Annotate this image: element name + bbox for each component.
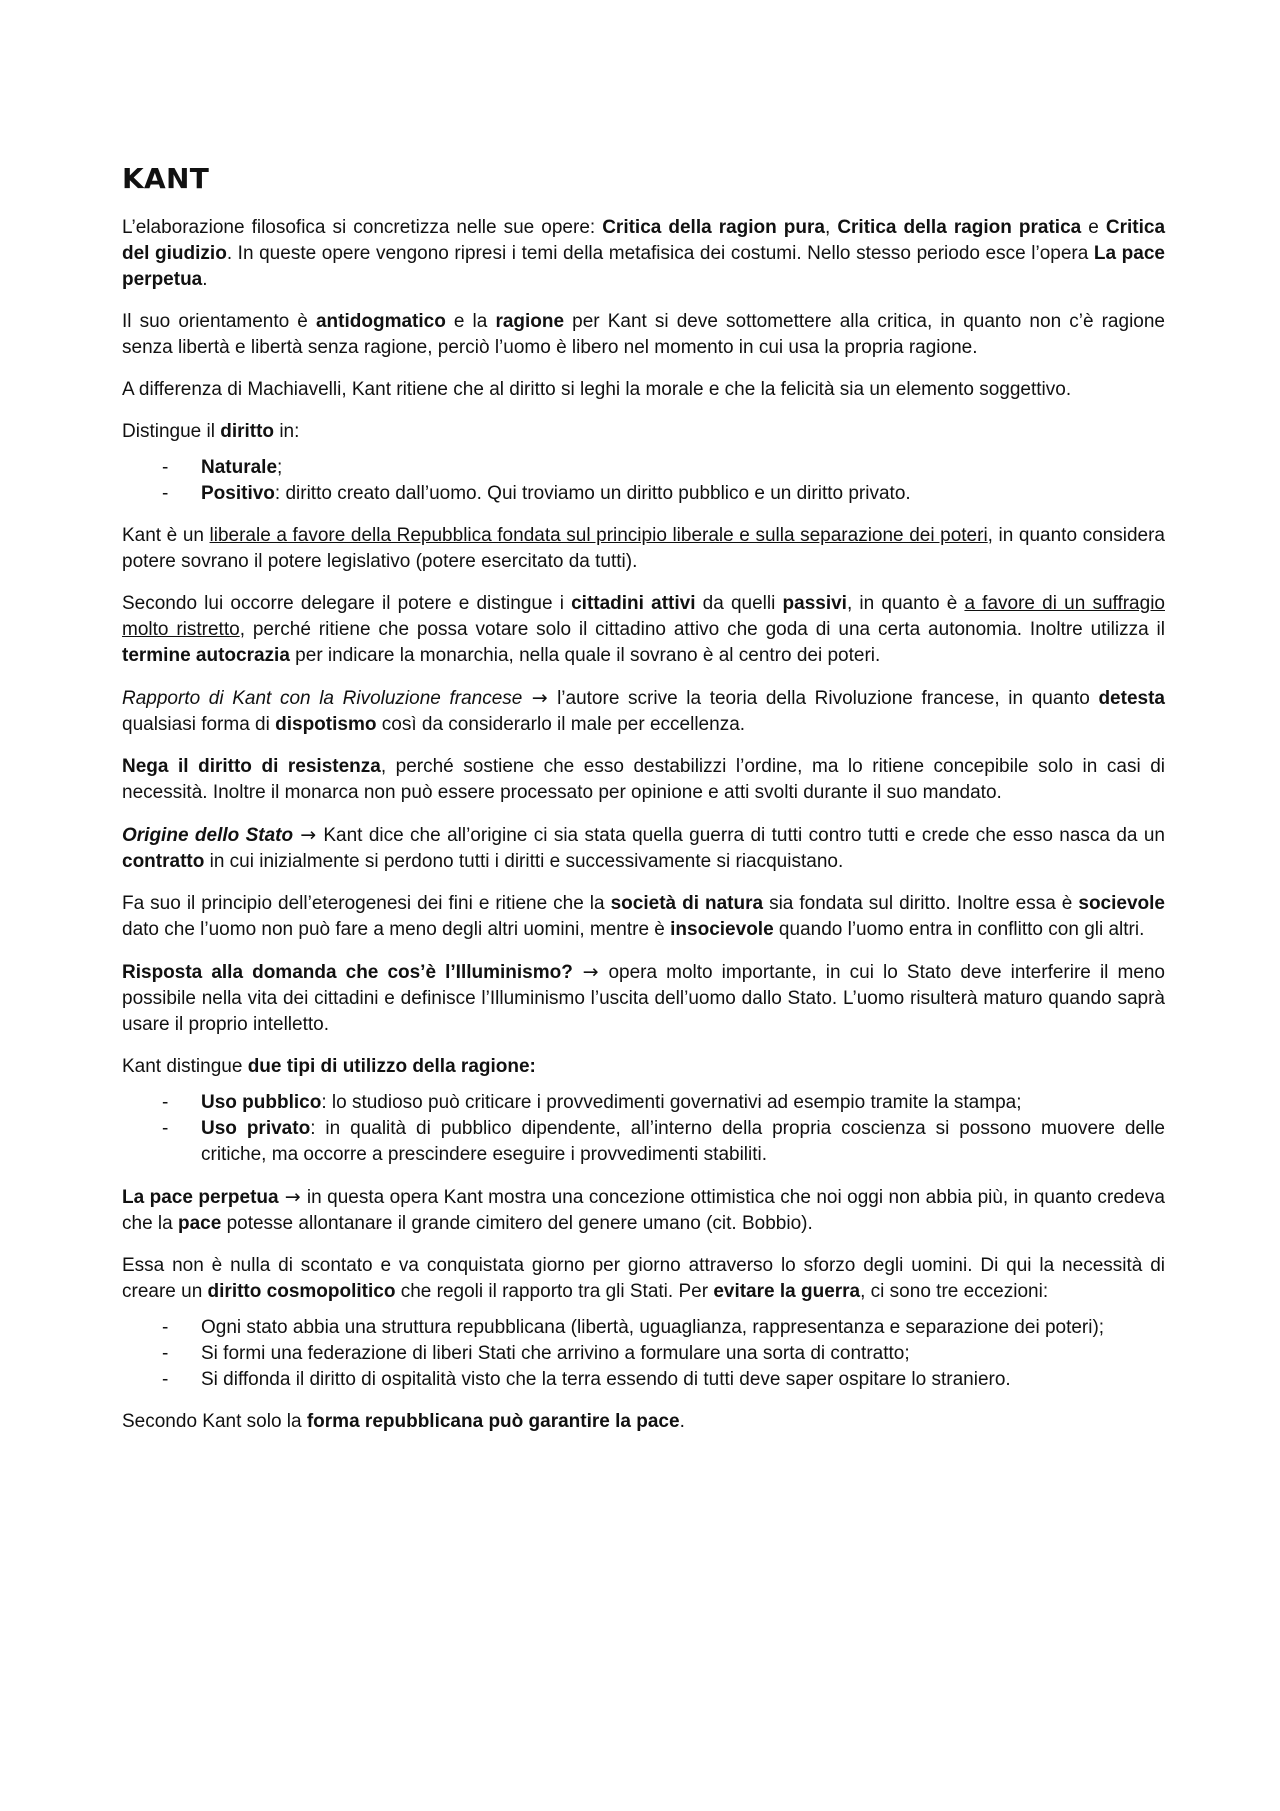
paragraph-societa: Fa suo il principio dell’eterogenesi dei fini e ritiene che la società di natura sia fondata sul diritto. Inoltre essa è socievole dato che l’uomo non può fare a meno degli altri uomini, mentre è insocievole quando l’uomo entra in conflitto con gli altri. xyxy=(122,893,1165,940)
list-eccezioni xyxy=(122,1315,1165,1393)
list-item: - Uso privato: in qualità di pubblico dipendente, all’interno della propria coscienza si possono muovere delle critiche, ma occorre a prescindere eseguire i provvedimenti stabiliti. xyxy=(122,1116,1165,1168)
paragraph-opere: L’elaborazione filosofica si concretizza nelle sue opere: Critica della ragion pura, Critica della ragion pratica e Critica del giudizio. In queste opere vengono ripresi i temi della metafisica dei costumi. Nello stesso periodo esce l’opera La pace perpetua. xyxy=(122,217,1166,290)
arrow-icon: → xyxy=(522,687,558,709)
paragraph-illuminismo: Risposta alla domanda che cos’è l’Illuminismo? → opera molto importante, in cui lo Stato deve interferire il meno possibile nella vita dei cittadini e definisce l’Illuminismo l’uscita dell’uomo dallo Stato. L’uomo risulterà maturo quando saprà usare il proprio intelletto. xyxy=(122,961,1165,1035)
arrow-icon: → xyxy=(293,824,324,846)
list-diritto xyxy=(122,455,1165,507)
arrow-icon: → xyxy=(572,961,609,983)
list-item: - Si formi una federazione di liberi Stati che arrivino a formulare una sorta di contratto; xyxy=(122,1341,1165,1367)
list-item: - Si diffonda il diritto di ospitalità visto che la terra essendo di tutti deve saper ospitare lo straniero. xyxy=(122,1367,1165,1393)
page-title: KANT xyxy=(122,162,210,195)
paragraph-liberale: Kant è un liberale a favore della Repubblica fondata sul principio liberale e sulla separazione dei poteri, in quanto considera potere sovrano il potere legislativo (potere esercitato da tutti). xyxy=(122,525,1165,572)
paragraph-distingue-diritto: Distingue il diritto in: xyxy=(122,421,300,442)
paragraph-cosmopolitico: Essa non è nulla di scontato e va conquistata giorno per giorno attraverso lo sforzo degli uomini. Di qui la necessità di creare un diritto cosmopolitico che regoli il rapporto tra gli Stati. Per evitare la guerra, ci sono tre eccezioni: xyxy=(122,1255,1165,1302)
list-item: - Positivo: diritto creato dall’uomo. Qui troviamo un diritto pubblico e un diritto privato. xyxy=(122,481,1165,507)
paragraph-origine-stato: Origine dello Stato → Kant dice che all’origine ci sia stata quella guerra di tutti contro tutti e crede che esso nasca da un contratto in cui inizialmente si perdono tutti i diritti e successivamente si riacquistano. xyxy=(122,824,1166,872)
paragraph-rivoluzione: Rapporto di Kant con la Rivoluzione francese → l’autore scrive la teoria della Rivoluzione francese, in quanto detesta qualsiasi forma di dispotismo così da considerarlo il male per eccellenza. xyxy=(122,687,1165,735)
paragraph-conclusione: Secondo Kant solo la forma repubblicana può garantire la pace. xyxy=(122,1411,685,1432)
paragraph-orientamento: Il suo orientamento è antidogmatico e la ragione per Kant si deve sottomettere alla critica, in quanto non c’è ragione senza libertà e libertà senza ragione, perciò l’uomo è libero nel momento in cui usa la propria ragione. xyxy=(122,311,1165,358)
paragraph-machiavelli: A differenza di Machiavelli, Kant ritiene che al diritto si leghi la morale e che la felicità sia un elemento soggettivo. xyxy=(122,379,1072,400)
list-item: - Naturale; xyxy=(122,455,1165,481)
list-item: - Ogni stato abbia una struttura repubblicana (libertà, uguaglianza, rappresentanza e separazione dei poteri); xyxy=(122,1315,1165,1341)
list-item: - Uso pubblico: lo studioso può criticare i provvedimenti governativi ad esempio tramite la stampa; xyxy=(122,1090,1165,1116)
paragraph-cittadini: Secondo lui occorre delegare il potere e distingue i cittadini attivi da quelli passivi, in quanto è a favore di un suffragio molto ristretto, perché ritiene che possa votare solo il cittadino attivo che goda di una certa autonomia. Inoltre utilizza il termine autocrazia per indicare la monarchia, nella quale il sovrano è al centro dei poteri. xyxy=(122,593,1165,666)
arrow-icon: → xyxy=(278,1186,307,1208)
paragraph-resistenza: Nega il diritto di resistenza, perché sostiene che esso destabilizzi l’ordine, ma lo ritiene concepibile solo in casi di necessità. Inoltre il monarca non può essere processato per opinione e atti svolti durante il suo mandato. xyxy=(122,756,1165,803)
paragraph-pace-perpetua: La pace perpetua → in questa opera Kant mostra una concezione ottimistica che noi oggi non abbia più, in quanto credeva che la pace potesse allontanare il grande cimitero del genere umano (cit. Bobbio). xyxy=(122,1186,1166,1234)
list-uso-ragione xyxy=(122,1090,1165,1168)
paragraph-utilizzo-ragione: Kant distingue due tipi di utilizzo della ragione: xyxy=(122,1056,536,1077)
